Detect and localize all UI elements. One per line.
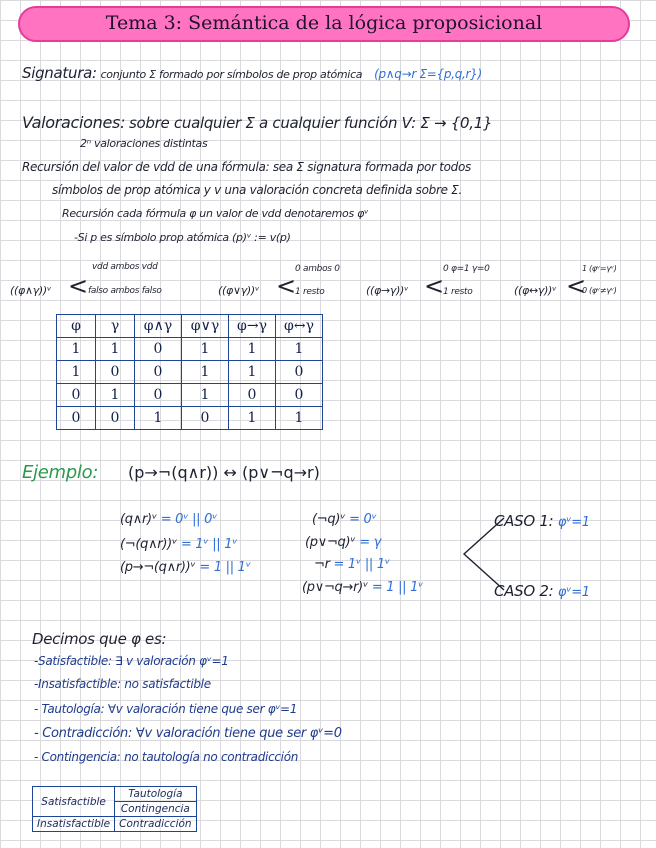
table-cell: 1 (276, 338, 323, 361)
expr: (p→¬(q∧r))ᵛ (120, 560, 196, 575)
table-row (57, 338, 323, 361)
brace-or: < (276, 272, 297, 300)
table-cell: 1 (276, 407, 323, 430)
brace-and: < (68, 272, 89, 300)
table-cell: 0 (135, 338, 182, 361)
table-row (57, 361, 323, 384)
valoraciones-line (22, 113, 492, 132)
table-cell: 0 (229, 384, 276, 407)
table-cell: 1 (182, 361, 229, 384)
expr: (q∧r)ᵛ (120, 512, 157, 527)
recursion-line-4: -Si p es símbolo prop atómica (p)ᵛ := v(p) (74, 231, 291, 244)
table-cell: 0 (135, 361, 182, 384)
header-cell: γ (96, 315, 135, 338)
header-cell: φ∨γ (182, 315, 229, 338)
truth-table (56, 314, 323, 430)
ejemplo-right-3 (314, 557, 390, 572)
table-cell: 1 (229, 407, 276, 430)
rule-and-top: vdd ambos vdd (92, 262, 158, 272)
valoraciones-text: sobre cualquier Σ a cualquier función V: Σ → {0,1} (129, 114, 493, 132)
ejemplo-left-1 (120, 512, 217, 527)
caso-1-value: φᵛ=1 (557, 515, 590, 530)
truth-table-header (57, 315, 323, 338)
contingencia-cell: Contingencia (115, 802, 196, 817)
signatura-example: (p∧q→r Σ={p,q,r}) (374, 67, 482, 81)
definition-item: - Tautología: ∀v valoración tiene que ser φᵛ=1 (34, 702, 298, 716)
rule-or-bottom: 1 resto (295, 287, 325, 297)
signatura-line (22, 64, 482, 82)
table-row (57, 384, 323, 407)
header-cell: φ→γ (229, 315, 276, 338)
caso-2-value: φᵛ=1 (557, 585, 590, 600)
header-cell: φ↔γ (276, 315, 323, 338)
rule-iff-bottom: 0 (φᵛ≠γᵛ) (582, 286, 617, 295)
rule-or-top: 0 ambos 0 (295, 264, 340, 274)
header-cell: φ∧γ (135, 315, 182, 338)
brace-iff: < (566, 272, 587, 300)
recursion-line-1: Recursión del valor de vdd de una fórmula: sea Σ signatura formada por todos (22, 160, 471, 174)
table-cell: 0 (182, 407, 229, 430)
ejemplo-right-2 (305, 535, 381, 550)
table-cell: 0 (276, 361, 323, 384)
table-cell: 1 (96, 384, 135, 407)
caso-1-label: CASO 1: (494, 512, 554, 530)
satisfactible-cell: Satisfactible (33, 787, 115, 817)
signatura-label: Signatura: (22, 64, 97, 82)
header-cell: φ (57, 315, 96, 338)
table-cell: 1 (96, 338, 135, 361)
table-cell: 1 (135, 407, 182, 430)
insatisfactible-cell: Insatisfactible (33, 817, 115, 832)
brace-imp: < (424, 272, 445, 300)
definition-item: -Satisfactible: ∃ v valoración φᵛ=1 (34, 654, 229, 668)
table-cell: 1 (57, 361, 96, 384)
expr: (p∨¬q→r)ᵛ (302, 580, 369, 595)
table-cell: 1 (57, 338, 96, 361)
rule-and-bottom: falso ambos falso (88, 286, 162, 296)
expr-value: = γ (359, 535, 382, 550)
rule-and-lhs: ((φ∧γ))ᵛ (10, 284, 52, 297)
signatura-text: conjunto Σ formado por símbolos de prop atómica (100, 68, 363, 81)
expr: (p∨¬q)ᵛ (305, 535, 356, 550)
caso-1 (494, 512, 590, 530)
title-banner (18, 6, 630, 42)
definition-item: -Insatisfactible: no satisfactible (34, 677, 211, 691)
definition-item: - Contradicción: ∀v valoración tiene que ser φᵛ=0 (34, 726, 342, 741)
recursion-line-2: símbolos de prop atómica y v una valoración concreta definida sobre Σ. (52, 183, 462, 197)
decimos-heading: Decimos que φ es: (32, 630, 167, 648)
table-cell: 0 (96, 361, 135, 384)
table-cell: 1 (229, 338, 276, 361)
table-row (33, 787, 197, 802)
ejemplo-left-3 (120, 560, 251, 575)
expr: (¬q)ᵛ (312, 512, 346, 527)
page-title: Tema 3: Semántica de la lógica proposicional (105, 12, 543, 34)
rule-iff-top: 1 (φᵛ=γᵛ) (582, 264, 617, 273)
table-cell: 0 (57, 407, 96, 430)
rule-imp-top: 0 φ=1 γ=0 (443, 264, 490, 274)
table-cell: 1 (182, 338, 229, 361)
caso-2-label: CASO 2: (494, 582, 554, 600)
table-cell: 0 (96, 407, 135, 430)
expr-value: = 1ᵛ || 1ᵛ (333, 557, 390, 572)
table-cell: 1 (182, 384, 229, 407)
table-cell: 0 (276, 384, 323, 407)
expr: ¬r (314, 557, 330, 572)
rule-imp-bottom: 1 resto (443, 287, 473, 297)
expr-value: = 0ᵛ || 0ᵛ (160, 512, 218, 527)
table-row (33, 817, 197, 832)
rule-or-lhs: ((φ∨γ))ᵛ (218, 284, 260, 297)
contradiccion-cell: Contradicción (115, 817, 196, 832)
table-cell: 1 (229, 361, 276, 384)
ejemplo-right-1 (312, 512, 377, 527)
expr-value: = 1 || 1ᵛ (371, 580, 424, 595)
expr-value: = 0ᵛ (349, 512, 377, 527)
ejemplo-formula: (p→¬(q∧r)) ↔ (p∨¬q→r) (128, 463, 320, 482)
expr: (¬(q∧r))ᵛ (120, 537, 178, 552)
table-row (57, 407, 323, 430)
ejemplo-right-4 (302, 580, 423, 595)
expr-value: = 1 || 1ᵛ (199, 560, 251, 575)
definition-item: - Contingencia: no tautología no contradicción (34, 750, 299, 764)
table-cell: 0 (135, 384, 182, 407)
ejemplo-label: Ejemplo: (22, 462, 99, 483)
valoraciones-note: 2ⁿ valoraciones distintas (80, 137, 208, 150)
rule-iff-lhs: ((φ↔γ))ᵛ (514, 284, 557, 297)
recursion-line-3: Recursión cada fórmula φ un valor de vdd denotaremos φᵛ (62, 207, 369, 220)
expr-value: = 1ᵛ || 1ᵛ (180, 537, 238, 552)
classification-table (32, 786, 197, 832)
ejemplo-left-2 (120, 537, 237, 552)
valoraciones-label: Valoraciones: (22, 113, 126, 132)
table-cell: 0 (57, 384, 96, 407)
caso-2 (494, 582, 590, 600)
rule-imp-lhs: ((φ→γ))ᵛ (366, 284, 409, 297)
tautologia-cell: Tautología (115, 787, 196, 802)
